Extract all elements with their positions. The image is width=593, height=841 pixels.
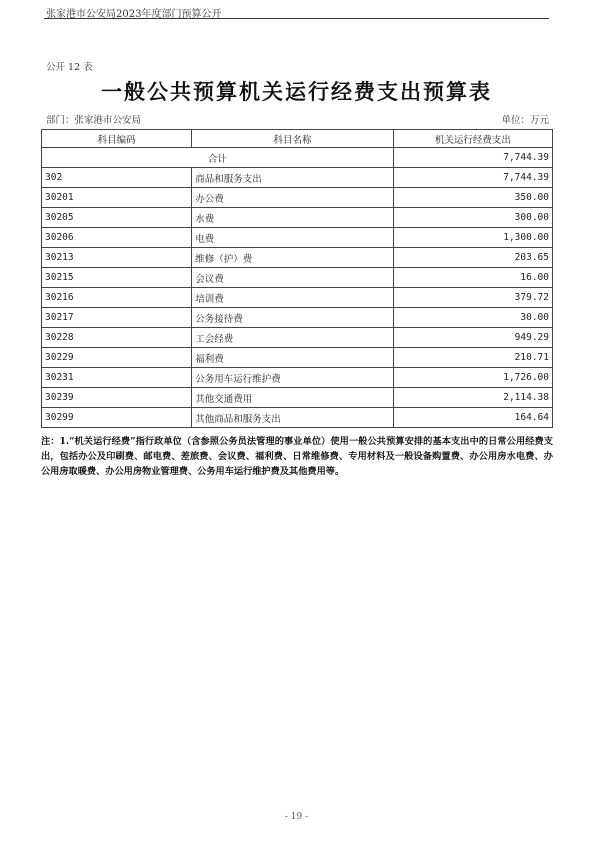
subject-name-cell: 办公费 xyxy=(192,188,393,208)
subject-name-cell: 公务用车运行维护费 xyxy=(192,368,393,388)
table-header-row xyxy=(42,130,553,148)
subject-name-cell: 培训费 xyxy=(192,288,393,308)
total-amount: 7,744.39 xyxy=(393,148,552,168)
table-row xyxy=(42,368,553,388)
amount-cell: 1,726.00 xyxy=(393,368,552,388)
amount-cell: 210.71 xyxy=(393,348,552,368)
header-divider xyxy=(44,18,549,19)
table-row xyxy=(42,208,553,228)
subject-name-cell: 其他商品和服务支出 xyxy=(192,408,393,428)
subject-code-cell: 30206 xyxy=(42,228,192,248)
subject-code-cell: 302 xyxy=(42,168,192,188)
page-title: 一般公共预算机关运行经费支出预算表 xyxy=(101,79,492,104)
amount-cell: 16.00 xyxy=(393,268,552,288)
header-code: 科目编码 xyxy=(42,130,192,148)
subject-code-cell: 30216 xyxy=(42,288,192,308)
table-row xyxy=(42,268,553,288)
amount-cell: 203.65 xyxy=(393,248,552,268)
amount-cell: 164.64 xyxy=(393,408,552,428)
table-row xyxy=(42,228,553,248)
subject-name-cell: 其他交通费用 xyxy=(192,388,393,408)
subject-name-cell: 电费 xyxy=(192,228,393,248)
table-row xyxy=(42,188,553,208)
table-row xyxy=(42,308,553,328)
footnote: 注：1.“机关运行经费”指行政单位（含参照公务员法管理的事业单位）使用一般公共预算安排的基本支出中的日常公用经费支出，包括办公及印刷费、邮电费、差旅费、会议费、福利费、日常维修费、专用材料及一般设备购置费、办公用房水电费、办公用房取暖费、办公用房物业管理费、公务用车运行维护费及其他费用等。 xyxy=(41,436,553,477)
header-amount: 机关运行经费支出 xyxy=(393,130,552,148)
subject-name-cell: 商品和服务支出 xyxy=(192,168,393,188)
amount-cell: 379.72 xyxy=(393,288,552,308)
subject-code-cell: 30205 xyxy=(42,208,192,228)
subject-name-cell: 工会经费 xyxy=(192,328,393,348)
amount-cell: 7,744.39 xyxy=(393,168,552,188)
table-row xyxy=(42,168,553,188)
amount-cell: 350.00 xyxy=(393,188,552,208)
table-row xyxy=(42,328,553,348)
subject-name-cell: 水费 xyxy=(192,208,393,228)
table-row xyxy=(42,248,553,268)
subject-name-cell: 会议费 xyxy=(192,268,393,288)
amount-cell: 949.29 xyxy=(393,328,552,348)
amount-cell: 300.00 xyxy=(393,208,552,228)
amount-cell: 2,114.38 xyxy=(393,388,552,408)
subject-code-cell: 30229 xyxy=(42,348,192,368)
document-header: 张家港市公安局2023年度部门预算公开 xyxy=(46,9,222,20)
total-row xyxy=(42,148,553,168)
page-number: - 19 - xyxy=(284,812,309,822)
subject-code-cell: 30231 xyxy=(42,368,192,388)
table-row xyxy=(42,408,553,428)
amount-cell: 30.00 xyxy=(393,308,552,328)
subject-name-cell: 福利费 xyxy=(192,348,393,368)
subject-code-cell: 30215 xyxy=(42,268,192,288)
subject-code-cell: 30228 xyxy=(42,328,192,348)
table-row xyxy=(42,388,553,408)
header-name: 科目名称 xyxy=(192,130,393,148)
subject-name-cell: 维修（护）费 xyxy=(192,248,393,268)
table-row xyxy=(42,348,553,368)
unit-label: 单位：万元 xyxy=(501,115,549,126)
table-row xyxy=(42,288,553,308)
department-label: 部门：张家港市公安局 xyxy=(46,115,142,126)
subject-code-cell: 30201 xyxy=(42,188,192,208)
table-meta xyxy=(46,112,549,126)
subject-code-cell: 30217 xyxy=(42,308,192,328)
subject-name-cell: 公务接待费 xyxy=(192,308,393,328)
amount-cell: 1,300.00 xyxy=(393,228,552,248)
subject-code-cell: 30239 xyxy=(42,388,192,408)
total-label: 合计 xyxy=(42,148,394,168)
subject-code-cell: 30299 xyxy=(42,408,192,428)
budget-table xyxy=(41,129,553,428)
table-number: 公开 12 表 xyxy=(46,62,93,73)
subject-code-cell: 30213 xyxy=(42,248,192,268)
